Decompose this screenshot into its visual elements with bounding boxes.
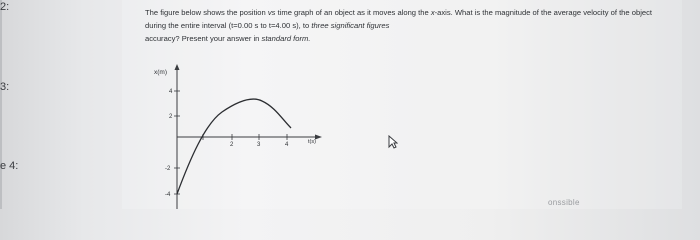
question-sig-figs: three significant figures bbox=[311, 21, 390, 30]
y-axis-arrow-icon bbox=[175, 64, 180, 70]
footer-partial-text: onssible bbox=[548, 198, 580, 207]
y-tick-label-neg2: -2 bbox=[165, 166, 171, 172]
question-text-part1: The figure below shows the position bbox=[145, 8, 266, 17]
question-text-part2: time graph of an object as it moves along the bbox=[277, 8, 429, 17]
question-standard-form: standard form. bbox=[261, 34, 311, 43]
question-text-part4: accuracy? Present your answer in bbox=[145, 34, 260, 43]
mouse-cursor-icon bbox=[388, 135, 398, 149]
x-tick-label-3: 3 bbox=[257, 142, 261, 148]
question-number-3[interactable]: 3: bbox=[0, 81, 10, 93]
position-time-graph bbox=[140, 64, 325, 209]
question-x-axis: x bbox=[430, 8, 435, 17]
x-tick-label-4: 4 bbox=[285, 142, 289, 148]
question-text bbox=[145, 6, 665, 45]
question-number-4[interactable]: e 4: bbox=[0, 160, 19, 172]
question-number-2[interactable]: 2: bbox=[0, 1, 10, 13]
y-tick-label-2: 2 bbox=[169, 114, 173, 120]
x-axis-arrow-icon bbox=[315, 135, 322, 140]
x-tick-label-2: 2 bbox=[230, 142, 234, 148]
x-axis-label: t(s) bbox=[308, 139, 316, 145]
y-axis-label: x(m) bbox=[154, 69, 167, 76]
sidebar-divider bbox=[0, 0, 2, 209]
y-tick-label-neg4: -4 bbox=[165, 192, 171, 198]
question-text-part3: -axis. What is the magnitude of the average velocity of the object during the entire interval (t=0.00 s to t=4.00 s), to bbox=[145, 8, 653, 30]
y-tick-label-4: 4 bbox=[169, 89, 173, 95]
position-curve bbox=[177, 99, 291, 194]
question-vs: vs bbox=[267, 8, 276, 17]
